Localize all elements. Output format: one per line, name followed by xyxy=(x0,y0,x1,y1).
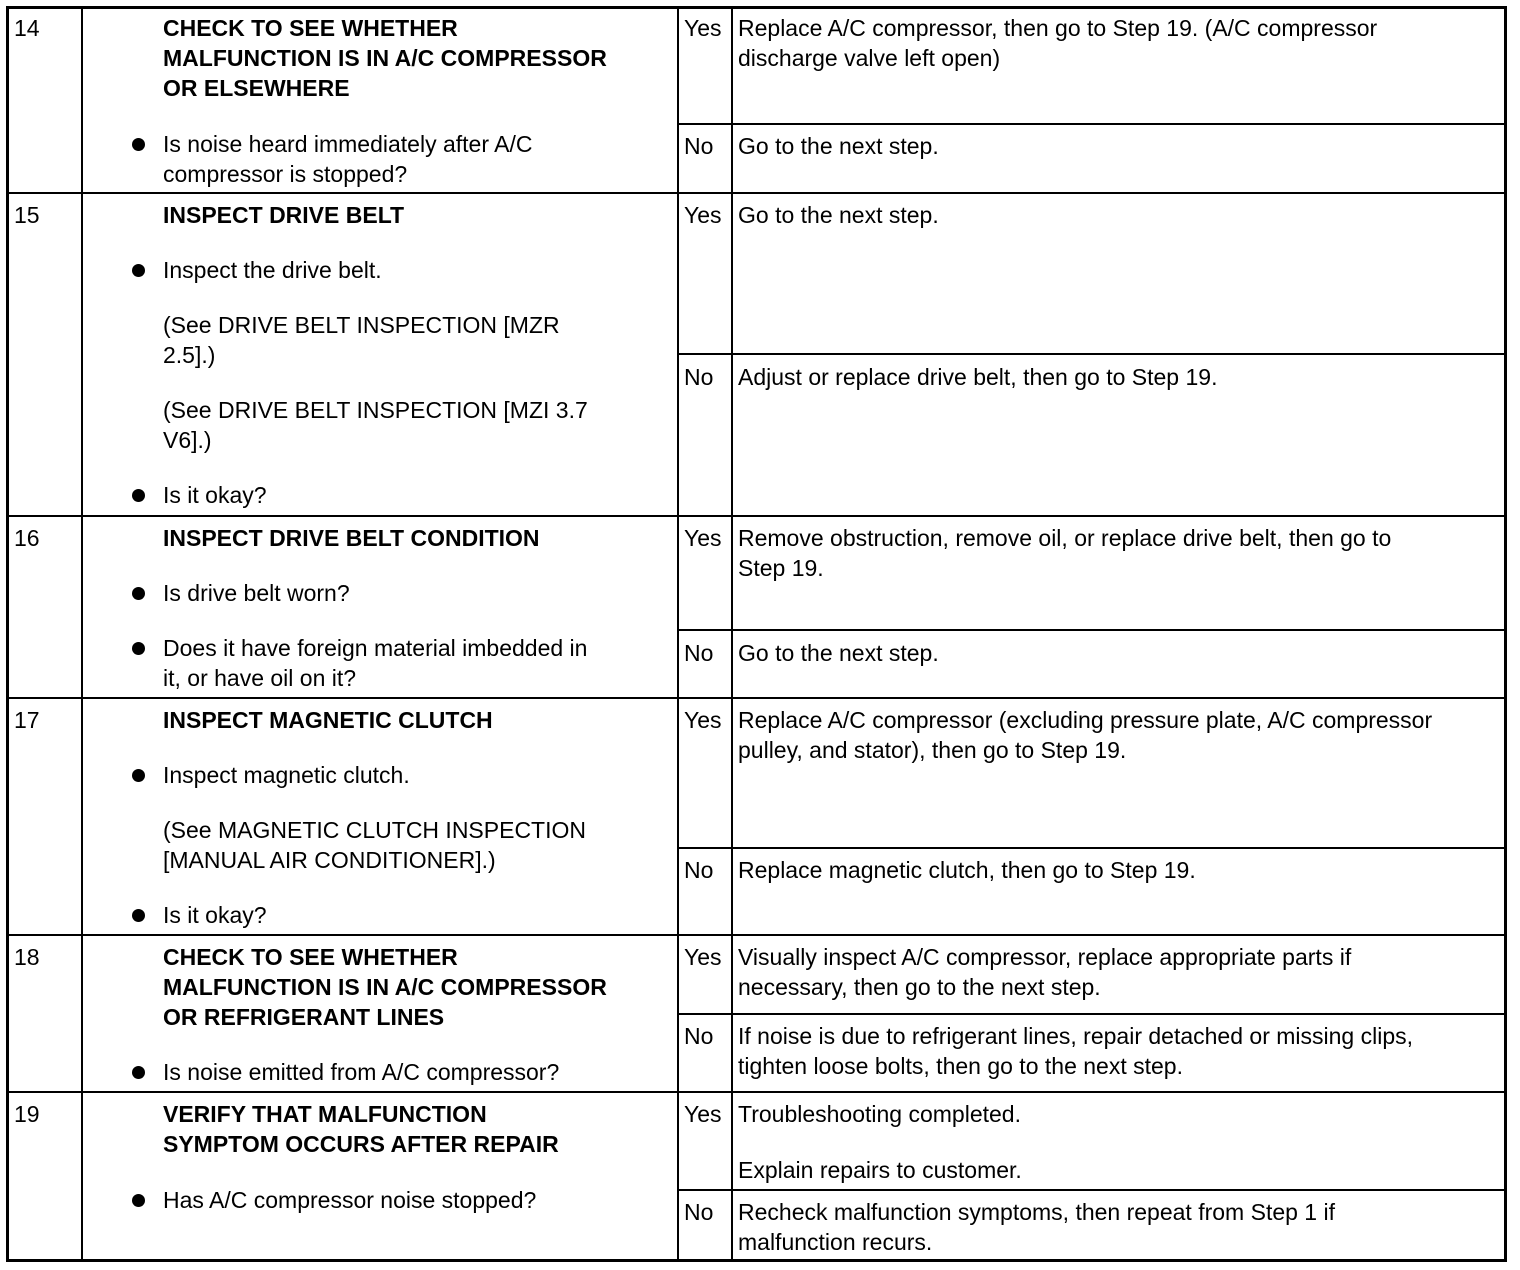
step-title: CHECK TO SEE WHETHER xyxy=(163,15,458,41)
bullet-icon xyxy=(132,489,145,502)
no-label: No xyxy=(684,364,714,390)
yes-action: discharge valve left open) xyxy=(738,45,1001,71)
step-title: MALFUNCTION IS IN A/C COMPRESSOR xyxy=(163,45,607,71)
step-number: 18 xyxy=(14,944,40,970)
reference-note: (See MAGNETIC CLUTCH INSPECTION xyxy=(163,817,586,843)
yes-no-divider xyxy=(677,123,1507,125)
column-divider xyxy=(731,6,733,1262)
step-title: OR REFRIGERANT LINES xyxy=(163,1004,445,1030)
reference-note: V6].) xyxy=(163,427,212,453)
step-title: VERIFY THAT MALFUNCTION xyxy=(163,1101,487,1127)
yes-action: necessary, then go to the next step. xyxy=(738,974,1101,1000)
bullet-icon xyxy=(132,769,145,782)
yes-no-divider xyxy=(677,629,1507,631)
check-item: Is it okay? xyxy=(163,482,267,508)
check-item: Inspect magnetic clutch. xyxy=(163,762,410,788)
check-item: it, or have oil on it? xyxy=(163,665,357,691)
yes-action: Step 19. xyxy=(738,555,824,581)
no-action: malfunction recurs. xyxy=(738,1229,933,1255)
row-divider xyxy=(6,1091,1507,1093)
check-item: Is drive belt worn? xyxy=(163,580,350,606)
bullet-icon xyxy=(132,1066,145,1079)
reference-note: (See DRIVE BELT INSPECTION [MZR xyxy=(163,312,560,338)
step-number: 15 xyxy=(14,202,40,228)
row-divider xyxy=(6,515,1507,517)
reference-note: [MANUAL AIR CONDITIONER].) xyxy=(163,847,496,873)
no-label: No xyxy=(684,133,714,159)
yes-no-divider xyxy=(677,1013,1507,1015)
bullet-icon xyxy=(132,642,145,655)
step-title: INSPECT DRIVE BELT xyxy=(163,202,405,228)
no-action: If noise is due to refrigerant lines, repair detached or missing clips, xyxy=(738,1023,1413,1049)
yes-action: Explain repairs to customer. xyxy=(738,1157,1022,1183)
step-number: 19 xyxy=(14,1101,40,1127)
check-item: Is it okay? xyxy=(163,902,267,928)
bullet-icon xyxy=(132,1194,145,1207)
step-title: INSPECT MAGNETIC CLUTCH xyxy=(163,707,493,733)
step-number: 16 xyxy=(14,525,40,551)
check-item: Does it have foreign material imbedded in xyxy=(163,635,588,661)
yes-label: Yes xyxy=(684,1101,722,1127)
no-action: tighten loose bolts, then go to the next step. xyxy=(738,1053,1183,1079)
yes-no-divider xyxy=(677,1189,1507,1191)
step-title: INSPECT DRIVE BELT CONDITION xyxy=(163,525,540,551)
row-divider xyxy=(6,934,1507,936)
yes-action: pulley, and stator), then go to Step 19. xyxy=(738,737,1127,763)
no-action: Go to the next step. xyxy=(738,640,939,666)
no-action: Go to the next step. xyxy=(738,133,939,159)
yes-label: Yes xyxy=(684,707,722,733)
yes-action: Go to the next step. xyxy=(738,202,939,228)
reference-note: (See DRIVE BELT INSPECTION [MZI 3.7 xyxy=(163,397,588,423)
row-divider xyxy=(6,192,1507,194)
yes-label: Yes xyxy=(684,525,722,551)
yes-action: Replace A/C compressor (excluding pressure plate, A/C compressor xyxy=(738,707,1433,733)
bullet-icon xyxy=(132,264,145,277)
check-item: Has A/C compressor noise stopped? xyxy=(163,1187,537,1213)
yes-label: Yes xyxy=(684,202,722,228)
check-item: Is noise emitted from A/C compressor? xyxy=(163,1059,560,1085)
column-divider xyxy=(81,6,83,1262)
no-action: Replace magnetic clutch, then go to Step 19. xyxy=(738,857,1196,883)
bullet-icon xyxy=(132,909,145,922)
step-title: MALFUNCTION IS IN A/C COMPRESSOR xyxy=(163,974,607,1000)
step-title: OR ELSEWHERE xyxy=(163,75,350,101)
bullet-icon xyxy=(132,587,145,600)
step-number: 14 xyxy=(14,15,40,41)
check-item: Inspect the drive belt. xyxy=(163,257,382,283)
row-divider xyxy=(6,697,1507,699)
no-label: No xyxy=(684,857,714,883)
check-item: compressor is stopped? xyxy=(163,161,408,187)
yes-no-divider xyxy=(677,847,1507,849)
reference-note: 2.5].) xyxy=(163,342,216,368)
yes-label: Yes xyxy=(684,944,722,970)
yes-action: Troubleshooting completed. xyxy=(738,1101,1021,1127)
yes-action: Replace A/C compressor, then go to Step 19. (A/C compressor xyxy=(738,15,1378,41)
step-title: CHECK TO SEE WHETHER xyxy=(163,944,458,970)
step-number: 17 xyxy=(14,707,40,733)
check-item: Is noise heard immediately after A/C xyxy=(163,131,533,157)
bullet-icon xyxy=(132,138,145,151)
no-label: No xyxy=(684,640,714,666)
no-action: Adjust or replace drive belt, then go to Step 19. xyxy=(738,364,1218,390)
no-label: No xyxy=(684,1023,714,1049)
yes-no-divider xyxy=(677,353,1507,355)
yes-label: Yes xyxy=(684,15,722,41)
step-title: SYMPTOM OCCURS AFTER REPAIR xyxy=(163,1131,559,1157)
yes-action: Remove obstruction, remove oil, or replace drive belt, then go to xyxy=(738,525,1392,551)
no-label: No xyxy=(684,1199,714,1225)
yes-action: Visually inspect A/C compressor, replace appropriate parts if xyxy=(738,944,1352,970)
column-divider xyxy=(677,6,679,1262)
no-action: Recheck malfunction symptoms, then repeat from Step 1 if xyxy=(738,1199,1335,1225)
